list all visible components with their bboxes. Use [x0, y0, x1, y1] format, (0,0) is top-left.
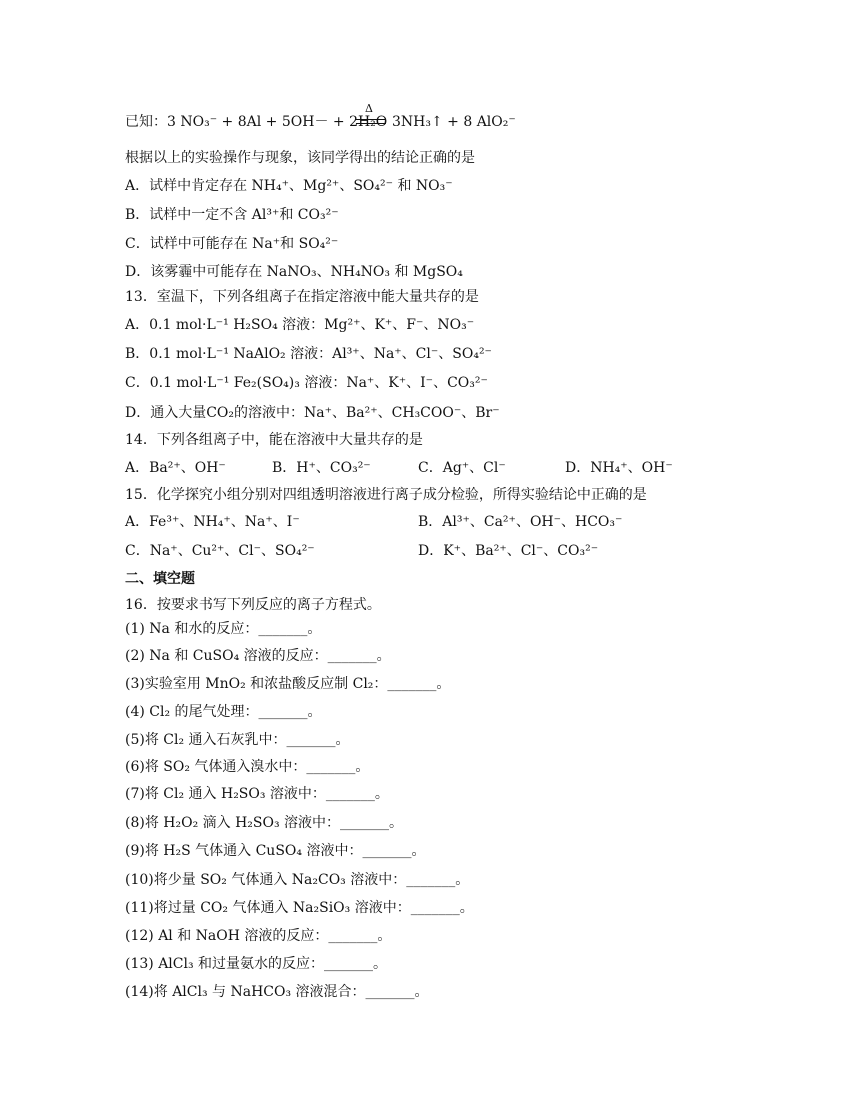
q14-option-a: A．Ba²⁺、OH⁻: [125, 460, 226, 476]
known-equation: [125, 112, 387, 132]
q16-item-12: (12) Al 和 NaOH 溶液的反应：_______。: [125, 928, 392, 944]
q16-item-5: (5)将 Cl₂ 通入石灰乳中：_______。: [125, 732, 350, 748]
q13-option-b: B．0.1 mol·L⁻¹ NaAlO₂ 溶液：Al³⁺、Na⁺、Cl⁻、SO₄²⁻: [125, 346, 492, 362]
q16-item-4: (4) Cl₂ 的尾气处理：_______。: [125, 704, 322, 720]
q16-item-10: (10)将少量 SO₂ 气体通入 Na₂CO₃ 溶液中：_______。: [125, 872, 470, 888]
q16-item-2: (2) Na 和 CuSO₄ 溶液的反应：_______。: [125, 648, 391, 664]
equals-bar-top: [356, 119, 386, 120]
q14-option-c: C．Ag⁺、Cl⁻: [418, 460, 506, 476]
q16-item-7: (7)将 Cl₂ 通入 H₂SO₃ 溶液中：_______。: [125, 786, 389, 802]
q15-option-d: D．K⁺、Ba²⁺、Cl⁻、CO₃²⁻: [418, 543, 599, 559]
q16-item-8: (8)将 H₂O₂ 滴入 H₂SO₃ 溶液中：_______。: [125, 815, 404, 831]
known-prefix: 已知：: [125, 114, 167, 130]
q15-stem: 15．化学探究小组分别对四组透明溶液进行离子成分检验，所得实验结论中正确的是: [125, 487, 647, 503]
q16-item-13: (13) AlCl₃ 和过量氨水的反应：_______。: [125, 956, 388, 972]
q13-option-c: C．0.1 mol·L⁻¹ Fe₂(SO₄)₃ 溶液：Na⁺、K⁺、I⁻、CO₃²⁻: [125, 375, 488, 391]
equals-bar-bottom: [356, 123, 386, 124]
q12-option-b: B．试样中一定不含 Al³⁺和 CO₃²⁻: [125, 207, 339, 223]
q15-option-a: A．Fe³⁺、NH₄⁺、Na⁺、I⁻: [125, 514, 300, 530]
q13-option-d: D．通入大量CO₂的溶液中：Na⁺、Ba²⁺、CH₃COO⁻、Br⁻: [125, 405, 500, 421]
q14-stem: 14．下列各组离子中，能在溶液中大量共存的是: [125, 432, 423, 448]
q15-option-c: C．Na⁺、Cu²⁺、Cl⁻、SO₄²⁻: [125, 543, 315, 559]
q14-option-d: D．NH₄⁺、OH⁻: [565, 460, 673, 476]
q16-item-3: (3)实验室用 MnO₂ 和浓盐酸反应制 Cl₂：_______。: [125, 676, 451, 692]
heat-symbol: Δ: [365, 102, 373, 115]
q16-item-6: (6)将 SO₂ 气体通入溴水中：_______。: [125, 759, 370, 775]
q12-stem: 根据以上的实验操作与现象，该同学得出的结论正确的是: [125, 150, 475, 166]
q12-option-a: A．试样中肯定存在 NH₄⁺、Mg²⁺、SO₄²⁻ 和 NO₃⁻: [125, 178, 453, 194]
section-title: 二、填空题: [125, 571, 195, 587]
q14-option-b: B．H⁺、CO₃²⁻: [272, 460, 371, 476]
equation-right: 3NH₃↑ + 8 AlO₂⁻: [392, 114, 516, 130]
q12-option-c: C．试样中可能存在 Na⁺和 SO₄²⁻: [125, 236, 339, 252]
q16-item-1: (1) Na 和水的反应：_______。: [125, 621, 322, 637]
q16-stem: 16．按要求书写下列反应的离子方程式。: [125, 597, 381, 613]
q16-item-9: (9)将 H₂S 气体通入 CuSO₄ 溶液中：_______。: [125, 843, 426, 859]
q16-item-14: (14)将 AlCl₃ 与 NaHCO₃ 溶液混合：_______。: [125, 984, 429, 1000]
equation-left: 3 NO₃⁻ + 8Al + 5OH－ + 2H₂O: [167, 114, 388, 130]
q15-option-b: B．Al³⁺、Ca²⁺、OH⁻、HCO₃⁻: [418, 514, 623, 530]
q13-stem: 13．室温下，下列各组离子在指定溶液中能大量共存的是: [125, 289, 479, 305]
q16-item-11: (11)将过量 CO₂ 气体通入 Na₂SiO₃ 溶液中：_______。: [125, 900, 474, 916]
q12-option-d: D．该雾霾中可能存在 NaNO₃、NH₄NO₃ 和 MgSO₄: [125, 264, 463, 280]
q13-option-a: A．0.1 mol·L⁻¹ H₂SO₄ 溶液：Mg²⁺、K⁺、F⁻、NO₃⁻: [125, 317, 475, 333]
